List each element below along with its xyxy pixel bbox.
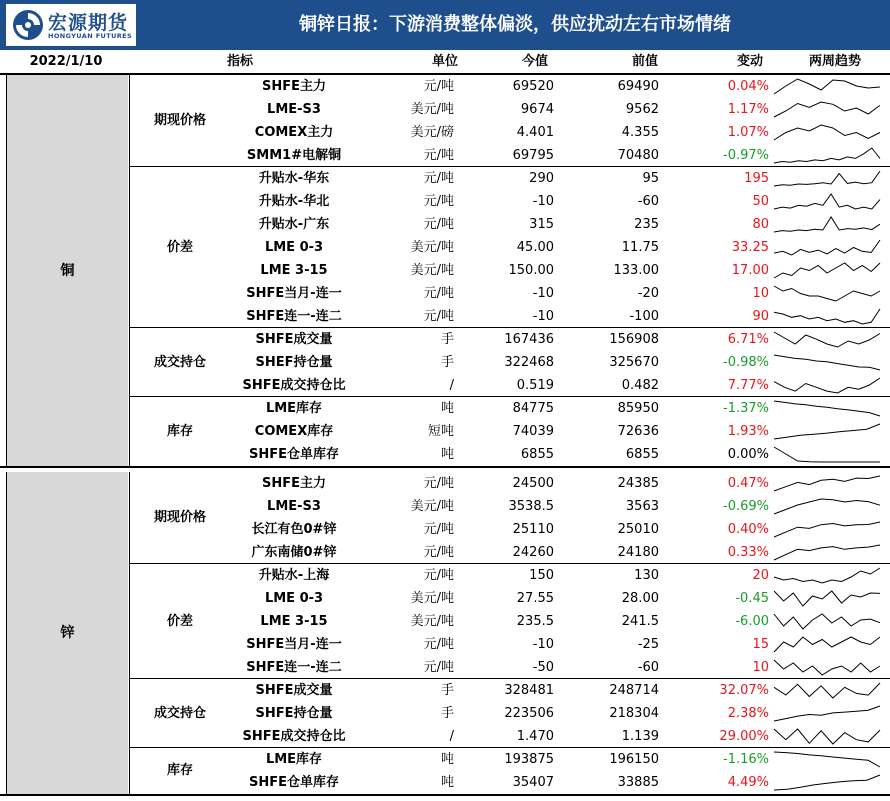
sparkline: [772, 422, 882, 441]
category-label: 成交持仓: [153, 705, 206, 721]
unit-cell: 元/吨: [423, 286, 454, 301]
sparkline: [772, 681, 882, 700]
category-label: 价差: [166, 239, 193, 255]
change-value: -0.45: [735, 591, 769, 606]
category-cell: [130, 75, 230, 167]
previous-value: 241.5: [621, 614, 659, 629]
indicator-name: SHFE仓单库存: [248, 447, 339, 462]
change-value: 1.17%: [727, 102, 769, 117]
current-value: 167436: [504, 332, 554, 347]
change-value: -6.00: [735, 614, 769, 629]
unit-cell: 元/吨: [423, 171, 454, 186]
indicator-name: SHFE当月-连一: [246, 286, 342, 301]
column-divider: [129, 472, 130, 794]
previous-value: 11.75: [621, 240, 659, 255]
indicator-name: COMEX库存: [254, 424, 334, 439]
sparkline: [772, 353, 882, 372]
unit-cell: 手: [440, 706, 454, 721]
change-value: 10: [752, 660, 769, 675]
report-date: 2022/1/10: [29, 54, 103, 69]
indicator-name: SHFE主力: [261, 476, 326, 491]
sparkline: [772, 399, 882, 418]
trend-cell: [772, 190, 884, 213]
sparkline-path: [774, 286, 880, 301]
current-value: 9674: [520, 102, 554, 117]
unit-cell: 短吨: [427, 424, 454, 439]
previous-value: 33885: [617, 775, 659, 790]
sparkline-path: [774, 568, 880, 583]
unit-cell: 吨: [440, 447, 454, 462]
trend-cell: [772, 472, 884, 495]
unit-cell: 元/吨: [423, 522, 454, 537]
current-value: 150.00: [508, 263, 554, 278]
change-value: -1.37%: [723, 401, 769, 416]
unit-cell: 美元/吨: [410, 102, 454, 117]
current-value: 45.00: [516, 240, 554, 255]
sparkline: [772, 169, 882, 188]
trend-cell: [772, 587, 884, 610]
sparkline-path: [774, 476, 880, 491]
unit-cell: 手: [440, 355, 454, 370]
trend-cell: [772, 397, 884, 420]
sparkline: [772, 146, 882, 165]
current-value: 315: [529, 217, 554, 232]
unit-cell: 美元/吨: [410, 614, 454, 629]
trend-cell: [772, 282, 884, 305]
sparkline-path: [774, 706, 880, 721]
column-header-row: [0, 52, 890, 72]
previous-value: 156908: [609, 332, 659, 347]
change-value: 33.25: [731, 240, 769, 255]
indicator-name: SHFE连一-连二: [246, 309, 342, 324]
change-value: 1.07%: [727, 125, 769, 140]
change-value: 7.77%: [727, 378, 769, 393]
previous-value: -60: [637, 660, 659, 675]
trend-cell: [772, 305, 884, 328]
sparkline: [772, 77, 882, 96]
sparkline: [772, 497, 882, 516]
current-value: -10: [532, 286, 554, 301]
metal-cell: [7, 75, 128, 466]
previous-value: 6855: [625, 447, 659, 462]
unit-cell: 元/吨: [423, 194, 454, 209]
current-value: 223506: [504, 706, 554, 721]
change-value: 4.49%: [727, 775, 769, 790]
indicator-name: 升贴水-华东: [258, 171, 330, 186]
indicator-name: SHFE主力: [261, 79, 326, 94]
sparkline: [772, 589, 882, 608]
sparkline-path: [774, 148, 880, 163]
col-previous: 前值: [631, 54, 658, 69]
sparkline: [772, 215, 882, 234]
sparkline: [772, 566, 882, 585]
unit-cell: 美元/吨: [410, 240, 454, 255]
current-value: -10: [532, 637, 554, 652]
sparkline: [772, 123, 882, 142]
sparkline-path: [774, 522, 880, 537]
current-value: 69520: [512, 79, 554, 94]
unit-cell: 元/吨: [423, 568, 454, 583]
sparkline-path: [774, 775, 880, 790]
current-value: 290: [529, 171, 554, 186]
sparkline: [772, 100, 882, 119]
trend-cell: [772, 679, 884, 702]
previous-value: 95: [642, 171, 659, 186]
sparkline: [772, 284, 882, 303]
previous-value: -20: [637, 286, 659, 301]
previous-value: 1.139: [621, 729, 659, 744]
sparkline-path: [774, 729, 880, 744]
col-change: 变动: [736, 54, 763, 69]
sparkline: [772, 704, 882, 723]
sparkline-path: [774, 637, 880, 652]
sparkline-path: [774, 102, 880, 117]
sparkline: [772, 727, 882, 746]
unit-cell: 吨: [440, 752, 454, 767]
sparkline: [772, 612, 882, 631]
current-value: -10: [532, 194, 554, 209]
previous-value: 72636: [617, 424, 659, 439]
trend-cell: [772, 443, 884, 466]
unit-cell: 吨: [440, 775, 454, 790]
col-current: 今值: [521, 54, 548, 69]
change-value: -1.16%: [723, 752, 769, 767]
change-value: 17.00: [731, 263, 769, 278]
sparkline: [772, 330, 882, 349]
previous-value: 248714: [609, 683, 659, 698]
unit-cell: 手: [440, 683, 454, 698]
change-value: 80: [752, 217, 769, 232]
current-value: 235.5: [516, 614, 554, 629]
unit-cell: 元/吨: [423, 476, 454, 491]
column-divider: [129, 75, 130, 466]
indicator-name: SHFE成交持仓比: [242, 378, 346, 393]
change-value: 10: [752, 286, 769, 301]
category-label: 期现价格: [153, 113, 206, 128]
indicator-name: SHFE当月-连一: [246, 637, 342, 652]
previous-value: 3563: [625, 499, 659, 514]
change-value: 15: [752, 637, 769, 652]
indicator-name: SHFE持仓量: [255, 706, 333, 721]
indicator-name: 升贴水-上海: [258, 568, 330, 583]
unit-cell: 元/吨: [423, 79, 454, 94]
indicator-name: LME-S3: [267, 102, 321, 117]
trend-cell: [772, 518, 884, 541]
unit-cell: 元/吨: [423, 217, 454, 232]
sparkline: [772, 261, 882, 280]
change-value: 0.47%: [727, 476, 769, 491]
previous-value: 69490: [617, 79, 659, 94]
trend-cell: [772, 771, 884, 794]
unit-cell: 美元/吨: [410, 499, 454, 514]
trend-cell: [772, 725, 884, 748]
trend-cell: [772, 656, 884, 679]
column-divider: [6, 472, 7, 794]
sparkline-path: [774, 424, 880, 439]
previous-value: 4.355: [621, 125, 659, 140]
sparkline-path: [774, 378, 880, 393]
sparkline-path: [774, 401, 880, 416]
trend-cell: [772, 121, 884, 144]
indicator-name: 升贴水-广东: [258, 217, 330, 232]
sparkline-path: [774, 591, 880, 606]
unit-cell: 美元/吨: [410, 591, 454, 606]
sparkline: [772, 773, 882, 792]
sparkline: [772, 635, 882, 654]
current-value: 35407: [512, 775, 554, 790]
change-value: 90: [752, 309, 769, 324]
category-label: 成交持仓: [153, 354, 206, 370]
current-value: 328481: [504, 683, 554, 698]
current-value: 3538.5: [508, 499, 554, 514]
indicator-name: SHEF持仓量: [255, 355, 333, 370]
sparkline: [772, 750, 882, 769]
unit-cell: 吨: [440, 401, 454, 416]
unit-cell: /: [449, 729, 454, 744]
indicator-name: LME库存: [265, 752, 323, 767]
report-header: [0, 0, 890, 50]
sparkline-path: [774, 332, 880, 347]
sparkline: [772, 658, 882, 677]
previous-value: 133.00: [613, 263, 659, 278]
sparkline-path: [774, 614, 880, 629]
sparkline: [772, 445, 882, 464]
previous-value: 9562: [625, 102, 659, 117]
unit-cell: 手: [440, 332, 454, 347]
indicator-name: LME 3-15: [260, 263, 328, 278]
sparkline: [772, 376, 882, 395]
current-value: 27.55: [516, 591, 554, 606]
sparkline-path: [774, 309, 880, 324]
current-value: 69795: [512, 148, 554, 163]
trend-cell: [772, 167, 884, 190]
change-value: 0.33%: [727, 545, 769, 560]
trend-cell: [772, 144, 884, 167]
unit-cell: 元/吨: [423, 637, 454, 652]
previous-value: 130: [634, 568, 659, 583]
category-label: 价差: [166, 613, 193, 629]
trend-cell: [772, 633, 884, 656]
trend-cell: [772, 75, 884, 98]
previous-value: 24385: [617, 476, 659, 491]
unit-cell: 美元/磅: [410, 125, 454, 140]
col-indicator: 指标: [226, 54, 253, 69]
previous-value: 218304: [609, 706, 659, 721]
change-value: -0.98%: [723, 355, 769, 370]
current-value: 150: [529, 568, 554, 583]
indicator-name: LME库存: [265, 401, 323, 416]
current-value: 6855: [520, 447, 554, 462]
unit-cell: /: [449, 378, 454, 393]
current-value: 24500: [512, 476, 554, 491]
current-value: 4.401: [516, 125, 554, 140]
change-value: 1.93%: [727, 424, 769, 439]
logo-text-en: HONGYUAN FUTURES: [48, 32, 133, 40]
current-value: -10: [532, 309, 554, 324]
category-label: 库存: [166, 763, 193, 778]
sparkline-path: [774, 683, 880, 698]
change-value: 0.00%: [727, 447, 769, 462]
previous-value: -60: [637, 194, 659, 209]
sparkline-path: [774, 125, 880, 140]
sparkline-path: [774, 240, 880, 255]
change-value: -0.69%: [723, 499, 769, 514]
previous-value: 28.00: [621, 591, 659, 606]
sparkline-path: [774, 171, 880, 186]
sparkline: [772, 474, 882, 493]
change-value: 195: [744, 171, 769, 186]
category-cell: [130, 167, 230, 328]
sparkline: [772, 520, 882, 539]
sparkline-path: [774, 263, 880, 278]
indicator-name: LME 0-3: [264, 591, 324, 606]
change-value: 29.00%: [719, 729, 769, 744]
indicator-name: LME 0-3: [264, 240, 324, 255]
unit-cell: 美元/吨: [410, 263, 454, 278]
previous-value: 235: [634, 217, 659, 232]
current-value: 322468: [504, 355, 554, 370]
previous-value: 70480: [617, 148, 659, 163]
change-value: 32.07%: [719, 683, 769, 698]
change-value: 0.04%: [727, 79, 769, 94]
sparkline-path: [774, 499, 880, 514]
change-value: -0.97%: [723, 148, 769, 163]
unit-cell: 元/吨: [423, 660, 454, 675]
current-value: 74039: [512, 424, 554, 439]
category-cell: [130, 472, 230, 564]
section-divider: [0, 466, 890, 468]
sparkline-path: [774, 194, 880, 209]
change-value: 0.40%: [727, 522, 769, 537]
trend-cell: [772, 610, 884, 633]
metal-cell: [7, 472, 128, 794]
indicator-name: SHFE连一-连二: [246, 660, 342, 675]
logo-text-cn: 宏源期货: [48, 12, 129, 34]
unit-cell: 元/吨: [423, 545, 454, 560]
previous-value: 25010: [617, 522, 659, 537]
current-value: -50: [532, 660, 554, 675]
category-cell: [130, 748, 230, 794]
trend-cell: [772, 564, 884, 587]
indicator-name: 广东南储0#锌: [251, 545, 337, 560]
previous-value: 325670: [609, 355, 659, 370]
indicator-name: 升贴水-华北: [258, 194, 330, 209]
sparkline: [772, 192, 882, 211]
sparkline: [772, 543, 882, 562]
current-value: 193875: [504, 752, 554, 767]
company-logo: [6, 4, 136, 46]
report-title: 铜锌日报：下游消费整体偏淡，供应扰动左右市场情绪: [299, 14, 731, 35]
col-unit: 单位: [431, 54, 458, 69]
logo-emblem-icon: [12, 9, 44, 41]
indicator-name: SHFE成交持仓比: [242, 729, 346, 744]
category-cell: [130, 397, 230, 466]
category-cell: [130, 679, 230, 748]
trend-cell: [772, 236, 884, 259]
current-value: 24260: [512, 545, 554, 560]
sparkline-path: [774, 355, 880, 370]
indicator-name: SMM1#电解铜: [246, 148, 342, 163]
unit-cell: 元/吨: [423, 309, 454, 324]
current-value: 25110: [512, 522, 554, 537]
change-value: 50: [752, 194, 769, 209]
trend-cell: [772, 541, 884, 564]
sparkline-path: [774, 660, 880, 675]
indicator-name: SHFE成交量: [255, 683, 333, 698]
previous-value: 24180: [617, 545, 659, 560]
category-cell: [130, 328, 230, 397]
previous-value: 0.482: [621, 378, 659, 393]
category-cell: [130, 564, 230, 679]
column-divider: [6, 75, 7, 466]
previous-value: 85950: [617, 401, 659, 416]
current-value: 0.519: [516, 378, 554, 393]
sparkline: [772, 307, 882, 326]
category-label: 库存: [166, 423, 193, 439]
indicator-name: SHFE成交量: [255, 332, 333, 347]
unit-cell: 元/吨: [423, 148, 454, 163]
trend-cell: [772, 259, 884, 282]
sparkline: [772, 238, 882, 257]
trend-cell: [772, 374, 884, 397]
sparkline-path: [774, 545, 880, 560]
trend-cell: [772, 702, 884, 725]
previous-value: -25: [637, 637, 659, 652]
trend-cell: [772, 328, 884, 351]
change-value: 20: [752, 568, 769, 583]
indicator-name: COMEX主力: [254, 125, 334, 140]
previous-value: -100: [629, 309, 659, 324]
indicator-name: LME-S3: [267, 499, 321, 514]
trend-cell: [772, 420, 884, 443]
indicator-name: 长江有色0#锌: [251, 522, 337, 537]
metal-label: 锌: [60, 625, 75, 641]
change-value: 2.38%: [727, 706, 769, 721]
current-value: 1.470: [516, 729, 554, 744]
sparkline-path: [774, 217, 880, 232]
trend-cell: [772, 748, 884, 771]
sparkline-path: [774, 752, 880, 767]
previous-value: 196150: [609, 752, 659, 767]
category-label: 期现价格: [153, 510, 206, 525]
metal-label: 铜: [60, 262, 75, 279]
current-value: 84775: [512, 401, 554, 416]
sparkline-path: [774, 447, 880, 462]
change-value: 6.71%: [727, 332, 769, 347]
trend-cell: [772, 351, 884, 374]
indicator-name: LME 3-15: [260, 614, 328, 629]
col-trend: 两周趋势: [808, 54, 861, 69]
trend-cell: [772, 495, 884, 518]
indicator-name: SHFE仓单库存: [248, 775, 339, 790]
section-divider: [0, 794, 890, 796]
trend-cell: [772, 98, 884, 121]
sparkline-path: [774, 79, 880, 94]
trend-cell: [772, 213, 884, 236]
